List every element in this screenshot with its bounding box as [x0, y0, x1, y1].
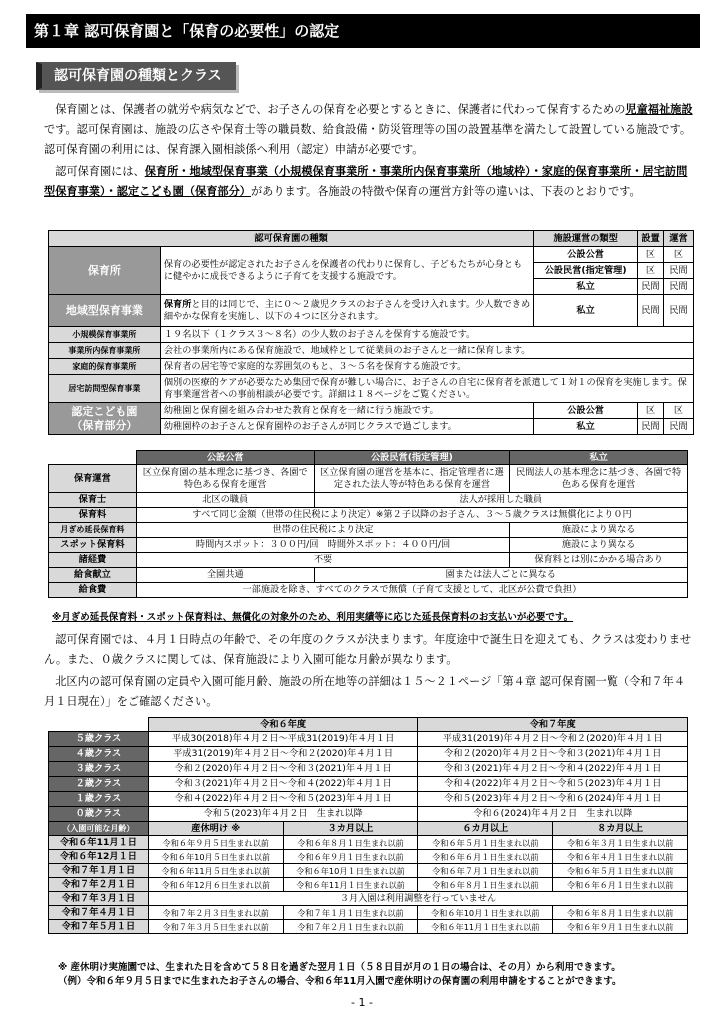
header-setup: 設置: [638, 231, 664, 247]
age-cell: 令和７年２月１日生まれ以前: [283, 920, 418, 934]
ops-cell: 施設により異なる: [510, 538, 688, 553]
class-paragraph-1: 認可保育園では、４月１日時点の年齢で、その年度のクラスが決まります。年度途中で誕生日を迎えても、クラスは変わりません。また、０歳クラスに関しては、保育施設により入園可能な月齢が異なります。: [44, 633, 692, 666]
age-cell: 令和６年５月１日生まれ以前: [418, 836, 553, 850]
birth-range: 平成30(2018)年４月２日〜平成31(2019)年４月１日: [148, 732, 418, 747]
page-number: - 1 -: [351, 996, 373, 1009]
sub-type-desc: 会社の事業所内にある保育施設で、地域枠として従業員のお子さんと一緒に保育します。: [160, 343, 693, 359]
ops-label: 保育料: [49, 508, 137, 523]
operate-cell: 区: [664, 403, 694, 419]
ops-label: スポット保育料: [49, 538, 137, 553]
chiiki-name: 地域型保育事業: [49, 295, 161, 327]
entry-date: 令和７年３月１日: [49, 892, 149, 906]
age-cell: 令和６年９月１日生まれ以前: [283, 850, 418, 864]
operate-cell: 民間: [664, 263, 694, 279]
age-cell: 令和６年５月１日生まれ以前: [553, 864, 688, 878]
nintei-desc-1: 幼稚園と保育園を組み合わせた教育と保育を一緒に行う施設です。: [160, 403, 533, 419]
ops-header: 私立: [510, 451, 688, 465]
ops-label: 月ぎめ延長保育料: [49, 523, 137, 538]
sub-type-desc: 個別の医療的ケアが必要なため集団で保育が難しい場合に、お子さんの自宅に保育者を派遣して１対１の保育を実施します。保育事業運営者への事前相談が必要です。詳細は１８ページをご覧ください。: [160, 375, 693, 403]
setup-cell: 区: [638, 263, 664, 279]
intro-paragraph-1: 保育園とは、保護者の就労や病気などで、お子さんの保育を必要とするときに、保護者に代わって保育するための児童福祉施設です。認可保育園は、施設の広さや保育士等の職員数、給食設備・防災管理等の国の設置基準を満たして設置している施設です。認可保育園の利用には、保育課入園相談係へ利用（認定）申請が必要です。: [44, 103, 693, 156]
entry-date: 令和７年２月１日: [49, 878, 149, 892]
ops-cell: 時間内スポット：３００円/回 時間外スポット：４００円/回: [136, 538, 509, 553]
entry-date: 令和６年12月１日: [49, 850, 149, 864]
age-cell: 令和６年11月５日生まれ以前: [148, 864, 283, 878]
class-name: ３歳クラス: [49, 762, 149, 777]
ops-header: 公設民営(指定管理): [314, 451, 510, 465]
ops-cell: 園または法人ごとに異なる: [314, 568, 687, 583]
entry-date: 令和７年４月１日: [49, 906, 149, 920]
ops-cell: 区立保育園の基本理念に基づき、各園で特色ある保育を運営: [136, 465, 314, 493]
ops-label: 給食費: [49, 583, 137, 598]
setup-cell: 区: [638, 247, 664, 263]
age-cell: 令和６年11月１日生まれ以前: [418, 920, 553, 934]
operate-cell: 民間: [664, 419, 694, 435]
ops-cell: 法人が採用した職員: [314, 493, 687, 508]
sub-type-name: 居宅訪問型保育事業: [49, 375, 161, 403]
ops-label: 諸経費: [49, 553, 137, 568]
age-cell: 令和６年11月１日生まれ以前: [283, 878, 418, 892]
header-operate: 運営: [664, 231, 694, 247]
setup-cell: 民間: [638, 279, 664, 295]
type-cell: 私立: [534, 279, 638, 295]
age-cell: 令和７年３月５日生まれ以前: [148, 920, 283, 934]
jido-fukushi-link: 児童福祉施設: [625, 103, 693, 116]
ops-label: 保育運営: [49, 465, 137, 493]
age-header: 産休明け ※: [148, 822, 283, 836]
class-name: ５歳クラス: [49, 732, 149, 747]
type-cell: 私立: [534, 419, 638, 435]
ops-cell: 全園共通: [136, 568, 314, 583]
operations-table: [48, 450, 688, 598]
entry-date: 令和６年11月１日: [49, 836, 149, 850]
birth-range: 令和２(2020)年４月２日〜令和３(2021)年４月１日: [418, 747, 688, 762]
operate-cell: 区: [664, 247, 694, 263]
age-cell: 令和６年９月５日生まれ以前: [148, 836, 283, 850]
ops-cell: 区立保育園の運営を基本に、指定管理者に選定された法人等が特色ある保育を運営: [314, 465, 510, 493]
ops-header: 公設公営: [136, 451, 314, 465]
chiiki-desc: 保育所と目的は同じで、主に０〜２歳児クラスのお子さんを受け入れます。少人数できめ細やかな保育を実施し、以下の４つに区分されます。: [160, 295, 533, 327]
ops-cell: 北区の職員: [136, 493, 314, 508]
birth-range: 平成31(2019)年４月２日〜令和２(2020)年４月１日: [148, 747, 418, 762]
sub-type-desc: 保育者の居宅等で家庭的な雰囲気のもと、３〜５名を保育する施設です。: [160, 359, 693, 375]
sub-type-desc: １９名以下（１クラス３〜８名）の少人数のお子さんを保育する施設です。: [160, 327, 693, 343]
setup-cell: 区: [638, 403, 664, 419]
ops-cell: 不要: [136, 553, 509, 568]
sub-type-name: 小規模保育事業所: [49, 327, 161, 343]
entry-date: 令和７年５月１日: [49, 920, 149, 934]
chapter-title: 第１章 認可保育園と「保育の必要性」の認定: [26, 14, 700, 48]
zero-age-sub: （入園可能な月齢）: [49, 822, 149, 836]
sub-type-name: 家庭的保育事業所: [49, 359, 161, 375]
operate-cell: 民間: [664, 279, 694, 295]
ops-label: 給食献立: [49, 568, 137, 583]
age-header: ８カ月以上: [553, 822, 688, 836]
birth-range: 令和２(2020)年４月２日〜令和３(2021)年４月１日: [148, 762, 418, 777]
no-adjustment-cell: ３月入園は利用調整を行っていません: [148, 892, 687, 906]
operate-cell: 民間: [664, 295, 694, 327]
birth-range: 令和３(2021)年４月２日〜令和４(2022)年４月１日: [418, 762, 688, 777]
type-cell: 公設民営(指定管理): [534, 263, 638, 279]
age-cell: 令和７年１月１日生まれ以前: [283, 906, 418, 920]
type-cell: 公設公営: [534, 247, 638, 263]
birth-range: 令和６(2024)年４月２日 生まれ以降: [418, 807, 688, 822]
birth-range: 令和５(2023)年４月２日〜令和６(2024)年４月１日: [418, 792, 688, 807]
birth-range: 平成31(2019)年４月２日〜令和２(2020)年４月１日: [418, 732, 688, 747]
setup-cell: 民間: [638, 295, 664, 327]
class-paragraph-2: 北区内の認可保育園の定員や入園可能月齢、施設の所在地等の詳細は１５〜２１ページ「第４章 認可保育園一覧（令和７年４月１日現在）」をご確認ください。: [44, 675, 686, 708]
year-header-r7: 令和７年度: [418, 718, 688, 732]
class-note-1: ※ 産休明け実施園では、生まれた日を含めて５８日を過ぎた翌月１日（５８日目が月の１日の場合は、その月）から利用できます。: [58, 962, 621, 973]
ops-cell: 世帯の住民税により決定: [136, 523, 509, 538]
ops-note: ※月ぎめ延長保育料・スポット保育料は、無償化の対象外のため、利用実績等に応じた延長保育料のお支払いが必要です。: [52, 612, 574, 623]
age-cell: 令和６年８月１日生まれ以前: [418, 878, 553, 892]
birth-range: 令和５(2023)年４月２日 生まれ以降: [148, 807, 418, 822]
class-name: ２歳クラス: [49, 777, 149, 792]
ops-cell: 保育料とは別にかかる場合あり: [510, 553, 688, 568]
hoikusho-desc: 保育の必要性が認定されたお子さんを保護者の代わりに保育し、子どもたちが心身ともに健やかに成長できるように子育てを支援する施設です。: [160, 247, 533, 295]
setup-cell: 民間: [638, 419, 664, 435]
age-header: ３カ月以上: [283, 822, 418, 836]
ops-cell: 民間法人の基本理念に基づき、各園で特色ある保育を運営: [510, 465, 688, 493]
hoikusho-name: 保育所: [49, 247, 161, 295]
type-cell: 公設公営: [534, 403, 638, 419]
age-cell: 令和７年２月３日生まれ以前: [148, 906, 283, 920]
section-title: 認可保育園の種類とクラス: [36, 62, 236, 90]
class-table: [48, 717, 688, 934]
age-header: ６カ月以上: [418, 822, 553, 836]
header-kind: 認可保育園の種類: [49, 231, 534, 247]
header-type: 施設運営の類型: [534, 231, 638, 247]
intro-paragraph-2: 認可保育園には、保育所・地域型保育事業（小規模保育事業所・事業所内保育事業所（地域枠）・家庭的保育事業所・居宅訪問型保育事業）・認定こども園（保育部分）があります。各施設の特徴や保育の運営方針等の違いは、下表のとおりです。: [44, 165, 688, 198]
nintei-desc-2: 幼稚園枠のお子さんと保育園枠のお子さんが同じクラスで過ごします。: [160, 419, 533, 435]
age-cell: 令和６年10月１日生まれ以前: [283, 864, 418, 878]
age-cell: 令和６年４月１日生まれ以前: [553, 850, 688, 864]
ops-cell: 一部施設を除き、すべてのクラスで無償（子育て支援として、北区が公費で負担）: [136, 583, 687, 598]
age-cell: 令和６年３月１日生まれ以前: [553, 836, 688, 850]
age-cell: 令和６年10月５日生まれ以前: [148, 850, 283, 864]
entry-date: 令和７年１月１日: [49, 864, 149, 878]
ops-label: 保育士: [49, 493, 137, 508]
age-cell: 令和６年８月１日生まれ以前: [283, 836, 418, 850]
class-name: ４歳クラス: [49, 747, 149, 762]
facility-types-table: [48, 230, 694, 435]
age-cell: 令和６年７月１日生まれ以前: [418, 864, 553, 878]
age-cell: 令和６年８月１日生まれ以前: [553, 906, 688, 920]
class-name: １歳クラス: [49, 792, 149, 807]
ops-cell: すべて同じ金額（世帯の住民税により決定）※第２子以降のお子さん、３〜５歳クラスは無償化により０円: [136, 508, 687, 523]
facility-types-emphasis: 保育所・地域型保育事業（小規模保育事業所・事業所内保育事業所（地域枠）・家庭的保育事業所・居宅訪問型保育事業）・認定こども園（保育部分）: [44, 165, 688, 198]
birth-range: 令和４(2022)年４月２日〜令和５(2023)年４月１日: [418, 777, 688, 792]
type-cell: 私立: [534, 295, 638, 327]
age-cell: 令和６年６月１日生まれ以前: [553, 878, 688, 892]
sub-type-name: 事業所内保育事業所: [49, 343, 161, 359]
age-cell: 令和６年10月１日生まれ以前: [418, 906, 553, 920]
nintei-name: 認定こども園 （保育部分）: [49, 403, 161, 435]
class-name: ０歳クラス: [49, 807, 149, 822]
birth-range: 令和３(2021)年４月２日〜令和４(2022)年４月１日: [148, 777, 418, 792]
age-cell: 令和６年12月６日生まれ以前: [148, 878, 283, 892]
year-header-r6: 令和６年度: [148, 718, 418, 732]
age-cell: 令和６年６月１日生まれ以前: [418, 850, 553, 864]
class-note-2: （例）令和６年９月５日までに生まれたお子さんの場合、令和６年11月入園で産休明けの保育園の利用申請をすることができます。: [58, 976, 622, 987]
age-cell: 令和６年９月１日生まれ以前: [553, 920, 688, 934]
birth-range: 令和４(2022)年４月２日〜令和５(2023)年４月１日: [148, 792, 418, 807]
ops-cell: 施設により異なる: [510, 523, 688, 538]
